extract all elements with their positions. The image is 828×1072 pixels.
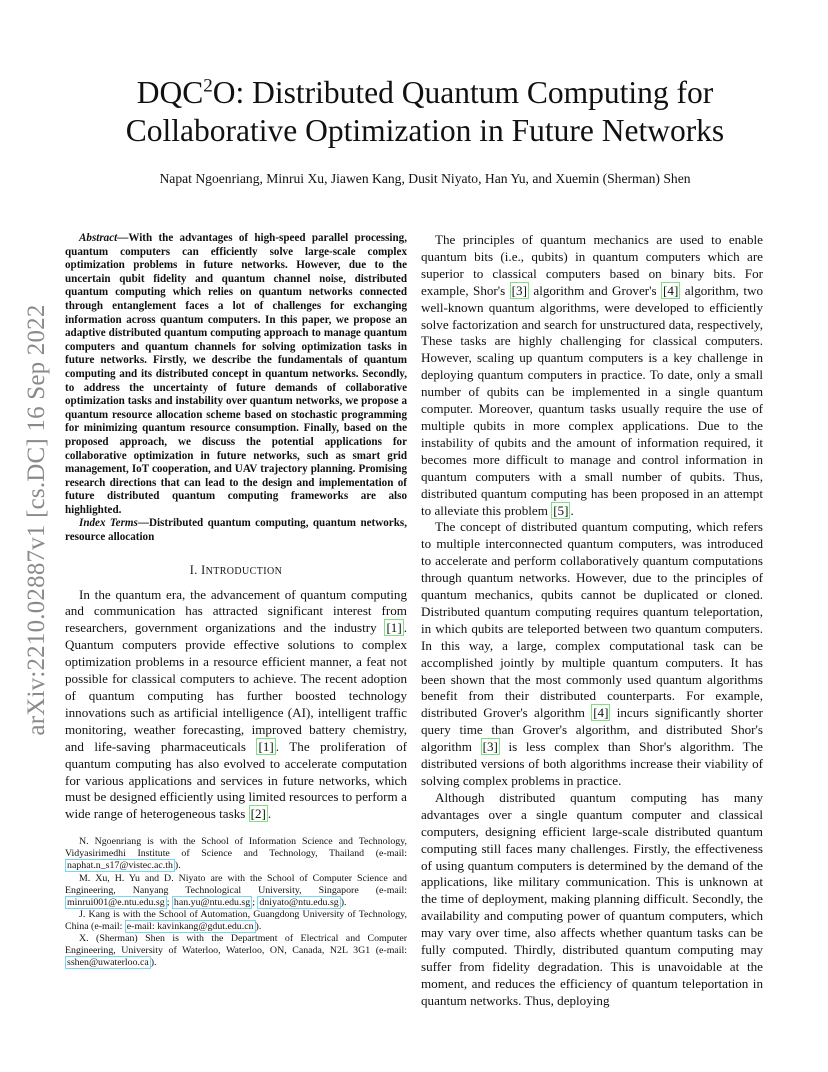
arxiv-sidebar (8, 280, 66, 760)
footnote-ngoenriang: N. Ngoenriang is with the School of Information Science and Technology, Vidyasirimedhi Institute of Science and Technology, Thailand (e-mail: naphat.n_s17@vistec.ac.th ). (65, 836, 407, 872)
index-terms-text: —Distributed quantum computing, quantum networks, resource allocation (65, 517, 407, 544)
abstract-text: —With the advantages of high-speed parallel processing, quantum computers can efficiently solve large-scale complex optimization problems in future networks. However, due to the uncertain qubit fidelity and quantum channel noise, distributed quantum computing which relies on quantum networks connected through entanglement faces a lot of challenges for exchanging information across quantum computers. In this paper, we propose an adaptive distributed quantum computing approach to manage quantum computers and quantum channels for solving optimization tasks in future networks. Firstly, we describe the fundamentals of quantum computing and its distributed concept in quantum networks. Secondly, to address the uncertainty of future demands of collaborative optimization tasks and instability over quantum networks, we propose a quantum resource allocation scheme based on stochastic programming for minimizing quantum resource consumption. Finally, based on the proposed approach, we discuss the potential applications for collaborative optimization in future networks, such as smart grid management, IoT cooperation, and UAV trajectory planning. Promising research directions that can lead to the design and implementation of future distributed quantum computing frameworks are also highlighted. (65, 232, 407, 516)
section-heading-introduction: I. INTRODUCTION (189, 562, 283, 577)
citation-link[interactable]: [4] (663, 282, 679, 298)
title-line-1: DQC$^2$O: Distributed Quantum Computing for (136, 75, 714, 110)
email-link[interactable]: han.yu@ntu.edu.sg (173, 896, 251, 908)
citation-link[interactable]: [4] (593, 705, 609, 721)
right-column (421, 232, 763, 1010)
citation-link[interactable]: [5] (553, 502, 569, 518)
citation-link[interactable]: [3] (511, 282, 527, 298)
email-link[interactable]: sshen@uwaterloo.ca (67, 957, 149, 969)
title-superscript: 2 (203, 75, 213, 97)
index-terms-label: Index Terms (79, 517, 138, 530)
intro-paragraph-1: In the quantum era, the advancement of quantum computing and communication has attracted significant interest from researchers, government organizations and the industry [1] . Quantum computers provide effective solutions to complex optimization problems in a resource efficient manner, a feat not possible for classical computers to achieve. The recent adoption of quantum computing has further boosted technology innovations such as artificial intelligence (AI), intelligent traffic monitoring, weather forecasting, improved battery chemistry, and life-saving pharmaceuticals [1] . The proliferation of quantum computing has also evolved to accelerate computation for various applications and services in future networks, which must be designed efficiently using limited resources to perform a wide range of heterogeneous tasks [2] . (65, 586, 407, 822)
author-list: Napat Ngoenriang, Minrui Xu, Jiawen Kang, Dusit Niyato, Han Yu, and Xuemin (Sherman) Shen (159, 171, 691, 186)
abstract (65, 232, 407, 517)
index-terms (65, 517, 407, 544)
email-link[interactable]: e-mail: kavinkang@gdut.edu.cn (126, 920, 254, 932)
footnotes (65, 836, 407, 969)
footnote-xu-yu-niyato: M. Xu, H. Yu and D. Niyato are with the School of Computer Science and Engineering, Nanyang Technological University, Singapore (e-mail: minrui001@e.ntu.edu.sg ; han.yu@ntu.edu.sg ; dniyato@ntu.edu.sg ). (65, 872, 407, 908)
left-column (65, 232, 407, 969)
citation-link[interactable]: [3] (482, 739, 498, 755)
title-line-2: Collaborative Optimization in Future Networks (125, 113, 725, 148)
abstract-label: Abstract (79, 232, 118, 244)
email-link[interactable]: minrui001@e.ntu.edu.sg (67, 896, 165, 908)
citation-link[interactable]: [2] (250, 806, 266, 822)
arxiv-identifier: arXiv:2210.02887v1 [cs.DC] 16 Sep 2022 (23, 304, 50, 736)
right-paragraph-2: The concept of distributed quantum computing, which refers to multiple interconnected quantum computers, was introduced to accelerate and perform collaboratively quantum computations through quantum networks. However, due to the principles of quantum mechanics, qubits cannot be duplicated or cloned. Distributed quantum computing requires quantum teleportation, in which qubits are teleported between two quantum computers. In this way, a large, complex computational task can be accomplished jointly by multiple quantum computers. It has been shown that the most commonly used quantum algorithms benefit from their distributed counterparts. For example, distributed Grover's algorithm [4] incurs significantly shorter query time than Grover's algorithm, and distributed Shor's algorithm [3] is less complex than Shor's algorithm. The distributed versions of both algorithms increase their viability of solving complex problems in practice. (421, 519, 764, 788)
footnote-kang: J. Kang is with the School of Automation, Guangdong University of Technology, China (e-mail: e-mail: kavinkang@gdut.edu.cn ). (65, 908, 407, 932)
citation-link[interactable]: [1] (386, 620, 402, 636)
citation-link[interactable]: [1] (258, 738, 274, 754)
footnote-shen: X. (Sherman) Shen is with the Department of Electrical and Computer Engineering, University of Waterloo, Waterloo, ON, Canada, N2L 3G1 (e-mail: sshen@uwaterloo.ca ). (65, 933, 407, 969)
email-link[interactable]: naphat.n_s17@vistec.ac.th (67, 860, 173, 872)
email-link[interactable]: dniyato@ntu.edu.sg (259, 896, 339, 908)
right-paragraph-1: The principles of quantum mechanics are used to enable quantum bits (i.e., qubits) in quantum computers which are superior to classical computers based on binary bits. For example, Shor's [3] algorithm and Grover's [4] algorithm, two well-known quantum algorithms, were developed to efficiently solve factorization and search for unstructured data, respectively, These tasks are highly challenging for classical computers. However, scaling up quantum computers is a key challenge in deploying quantum computers in practice. To date, only a small number of qubits can be implemented in a single quantum computer. Moreover, quantum tasks usually require the use of multiple qubits in more complex applications. Due to the instability of qubits and the amount of information required, it becomes more difficult to manage and control information in quantum computers with a small number of qubits. Thus, distributed quantum computing has been proposed in an attempt to alleviate this problem [5] . (421, 232, 763, 518)
paper-title (70, 74, 780, 150)
right-paragraph-3: Although distributed quantum computing has many advantages over a single quantum computer and classical computers, designing efficient large-scale distributed quantum computing still faces many challenges. Firstly, the effectiveness of using quantum computers is determined by the demand of the applications, like military communication. This is unknown at the time of deployment, making planning difficult. Secondly, the availability and computing power of quantum computers, which may vary over time, also affects whether quantum tasks can be fully computed. Thirdly, distributed quantum computing may suffer from fidelity degradation. This is unavoidable at the moment, and reduces the efficiency of quantum teleportation in quantum networks. Thus, deploying (421, 789, 763, 1008)
